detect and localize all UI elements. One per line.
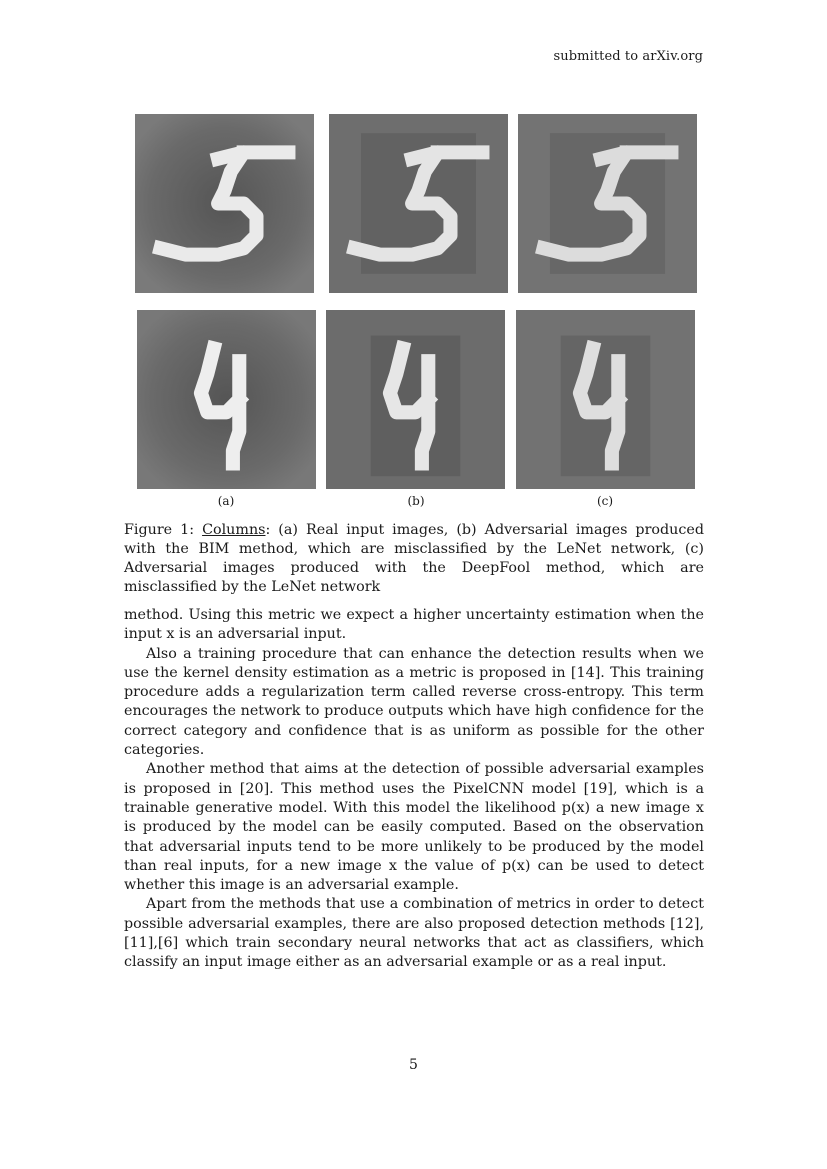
paragraph-4: Apart from the methods that use a combination of metrics in order to detect possible adversarial examples, there are also proposed detection methods [12],[11],[6] which train secondary neural networks that act as classifiers, which classify an input image either as an adversarial example or as a real input. [124,896,704,971]
caption-label: Columns [202,522,266,538]
caption-prefix: Figure 1: [124,522,203,538]
image-4-real [137,310,316,489]
image-5-bim [329,114,508,293]
figure-caption [124,521,704,597]
image-4-deepfool [516,310,695,489]
running-header: submitted to arXiv.org [553,49,703,64]
subcaption-a: (a) [217,494,235,508]
image-5-deepfool [518,114,697,293]
image-4-bim [326,310,505,489]
body-text [124,606,704,973]
figure-1 [0,0,827,520]
paragraph-2: Also a training procedure that can enhance the detection results when we use the kernel density estimation as a metric is proposed in [14]. This training procedure adds a regularization term called reverse cross-entropy. This term encourages the network to produce outputs which have high confidence for the correct category and confidence that is as uniform as possible for the other categories. [124,645,704,759]
image-5-real [135,114,314,293]
paragraph-3: Another method that aims at the detection of possible adversarial examples is proposed in [20]. This method uses the PixelCNN model [19], which is a trainable generative model. With this model the likelihood p(x) a new image x is produced by the model can be easily computed. Based on the observation that adversarial inputs tend to be more unlikely to be produced by the model than real inputs, for a new image x the value of p(x) can be used to detect whether this image is an adversarial example. [124,761,704,894]
subcaption-c: (c) [596,494,614,508]
caption-text: : (a) Real input images, (b) Adversarial images produced with the BIM method, which are misclassified by the LeNet network, (c) Adversarial images produced with the DeepFool method, which are misclassified by the LeNet network [124,522,705,595]
subcaption-b: (b) [407,494,425,508]
page-number: 5 [409,1057,418,1073]
paragraph-1: method. Using this metric we expect a higher uncertainty estimation when the input x is an adversarial input. [124,607,704,643]
